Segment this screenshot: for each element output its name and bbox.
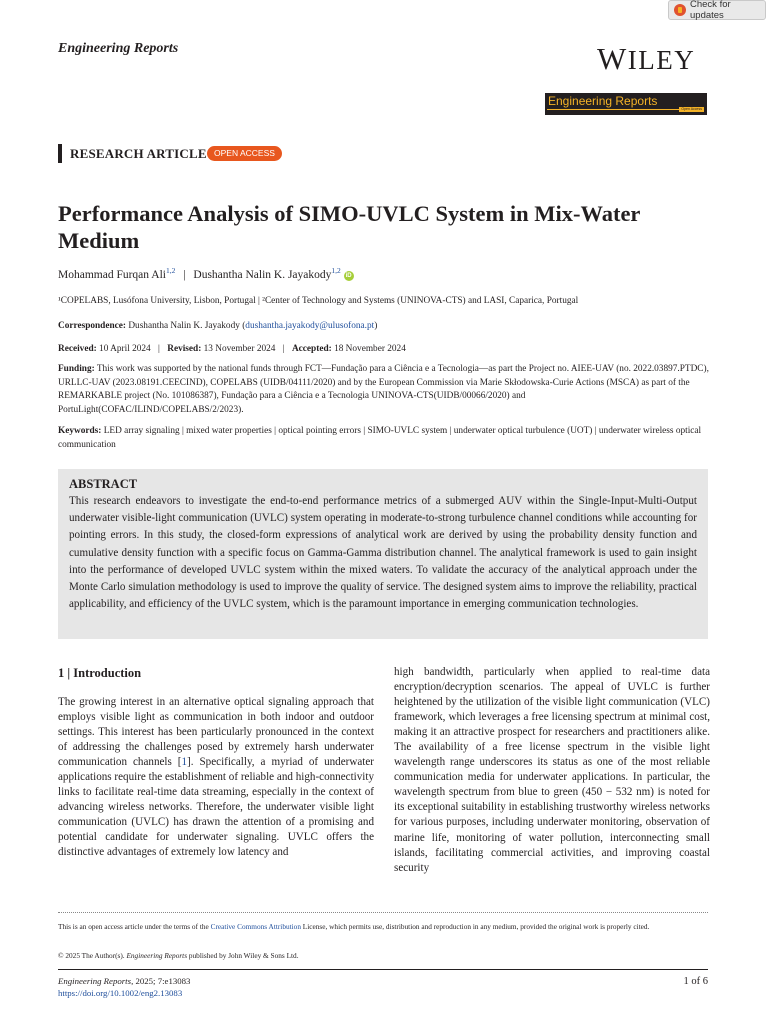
crossmark-icon (674, 4, 686, 16)
journal-name: Engineering Reports (58, 41, 179, 56)
journal-logo-oa: Open Access (681, 107, 702, 111)
footer-rule (58, 969, 708, 970)
journal-logo-text: Engineering Reports (548, 94, 658, 108)
affiliations: ¹COPELABS, Lusófona University, Lisbon, Portugal | ²Center of Technology and Systems (UNINOVA-CTS) and LASI, Caparica, Portugal (58, 296, 579, 306)
license-link[interactable]: Creative Commons Attribution (210, 922, 301, 931)
page-number: 1 of 6 (683, 976, 708, 987)
abstract-heading: ABSTRACT (69, 477, 138, 491)
citation-link[interactable]: 1 (181, 756, 188, 769)
funding-statement: Funding: This work was supported by the national funds through FCT—Fundação para a Ciência e a Tecnologia—as part the Project no. AIEE-UAV (no. 2022.03897.PTDC), URLLC-UAV (2023.08191.CEECIND), COPELABS (UIDB/04111/2020) and by the European Commission via Marie Skłodowska-Curie Actions (MSCA) as part of the REMARKABLE project (No. 101086387), Fundação para a Ciência e a Tecnologia UNINOVA-CTS(UIDB/00066/2020) and PortuLight(COFAC/ILIND/COPELABS/2/2023). (58, 364, 709, 415)
intro-right-column: high bandwidth, particularly when applied to real-time data encryption/decryption scenarios. The appeal of UVLC is further heightened by the utilization of the visible light communication (VLC) framework, which leverages a free licensing spectrum at minimal cost, making it an attractive prospect for researchers and practitioners alike. The availability of a free license spectrum in the visible light wavelength range underscores its status as one of the most reliable communication media for underwater applications. In particular, the wavelength spectrum from blue to green (450 − 532 nm) is noted for its exceptional suitability in establishing trustworthy wireless networks for various purposes, including underwater monitoring, observation of marine life, monitoring of water pollution, interconnecting small islands, facilitating commercial activities, and improving coastal security (394, 666, 710, 874)
section-heading: 1 | Introduction (58, 666, 142, 680)
intro-left-column: The growing interest in an alternative optical signaling approach that employs visible light as communication in both indoor and outdoor settings. This interest has been particularly pronounced in the context of addressing the challenges posed by extremely harsh underwater communication channels [1]. Specifically, a myriad of underwater applications require the establishment of reliable and high-connectivity links to facilitate real-time data streaming, especially in the context of advancing wireless networks. Therefore, the underwater visible light communication (UVLC) has drawn the attention of a promising and potential candidate for underwater signaling. UVLC offers the distinctive advantages of extremely low latency and (58, 696, 374, 859)
article-title: Performance Analysis of SIMO-UVLC System in Mix-Water Medium (58, 201, 641, 253)
article-type: RESEARCH ARTICLE (70, 146, 207, 161)
correspondence: Correspondence: Dushantha Nalin K. Jayakody (dushantha.jayakody@ulusofona.pt) (58, 321, 378, 331)
footnote-divider (58, 912, 708, 913)
author-affiliation-ref[interactable]: 1,2 (331, 266, 341, 275)
correspondence-email-link[interactable]: dushantha.jayakody@ulusofona.pt (245, 321, 375, 331)
author-list (58, 266, 354, 281)
orcid-icon[interactable]: iD (345, 272, 352, 279)
abstract-text: This research endeavors to investigate the end-to-end performance metrics of a submerged AUV within the Single-Input-Multi-Output underwater visible-light communication (UVLC) system operating in moderate-to-strong turbulence channel conditions while accounting for pointing errors. In this study, the closed-form expressions of analytical work are derived by using the probability density function and cumulative density function with a specific focus on Gamma-Gamma distribution channel. The analytical framework is used to gain insight into the performance of developed UVLC system within the mixed waters. To validate the accuracy of the analytical approach under the Monte Carlo simulation methodology is used to improve the quality of service. The designed system aims to improve the reliability, practical applicability, and efficiency of the UVLC system, which is the paramount importance in emerging communication technologies. (69, 495, 697, 611)
citation-info: Engineering Reports, 2025; 7:e13083 https://doi.org/10.1002/eng2.13083 (58, 976, 191, 998)
open-access-badge: OPEN ACCESS (207, 146, 282, 161)
article-dates: Received: 10 April 2024 | Revised: 13 November 2024 | Accepted: 18 November 2024 (58, 344, 406, 354)
publisher-logo: WILEY (597, 41, 696, 76)
check-for-updates-button[interactable] (668, 0, 766, 20)
author-name[interactable]: Dushantha Nalin K. Jayakody (193, 268, 332, 281)
journal-logo (545, 93, 707, 115)
abstract-box (58, 469, 708, 639)
keywords: Keywords: LED array signaling | mixed water properties | optical pointing errors | SIMO-UVLC system | underwater optical turbulence (UOT) | underwater wireless optical communication (58, 426, 702, 450)
author-affiliation-ref[interactable]: 1,2 (165, 266, 176, 275)
article-type-marker (58, 144, 62, 163)
author-separator: | (183, 268, 186, 281)
license-note: This is an open access article under the terms of the Creative Commons Attribution License, which permits use, distribution and reproduction in any medium, provided the original work is properly cited. (58, 922, 650, 931)
copyright-note: © 2025 The Author(s). Engineering Reports published by John Wiley & Sons Ltd. (58, 951, 299, 960)
doi-link[interactable]: https://doi.org/10.1002/eng2.13083 (58, 987, 183, 998)
author-name[interactable]: Mohammad Furqan Ali (58, 268, 166, 281)
check-for-updates-label: Check for updates (690, 0, 731, 21)
